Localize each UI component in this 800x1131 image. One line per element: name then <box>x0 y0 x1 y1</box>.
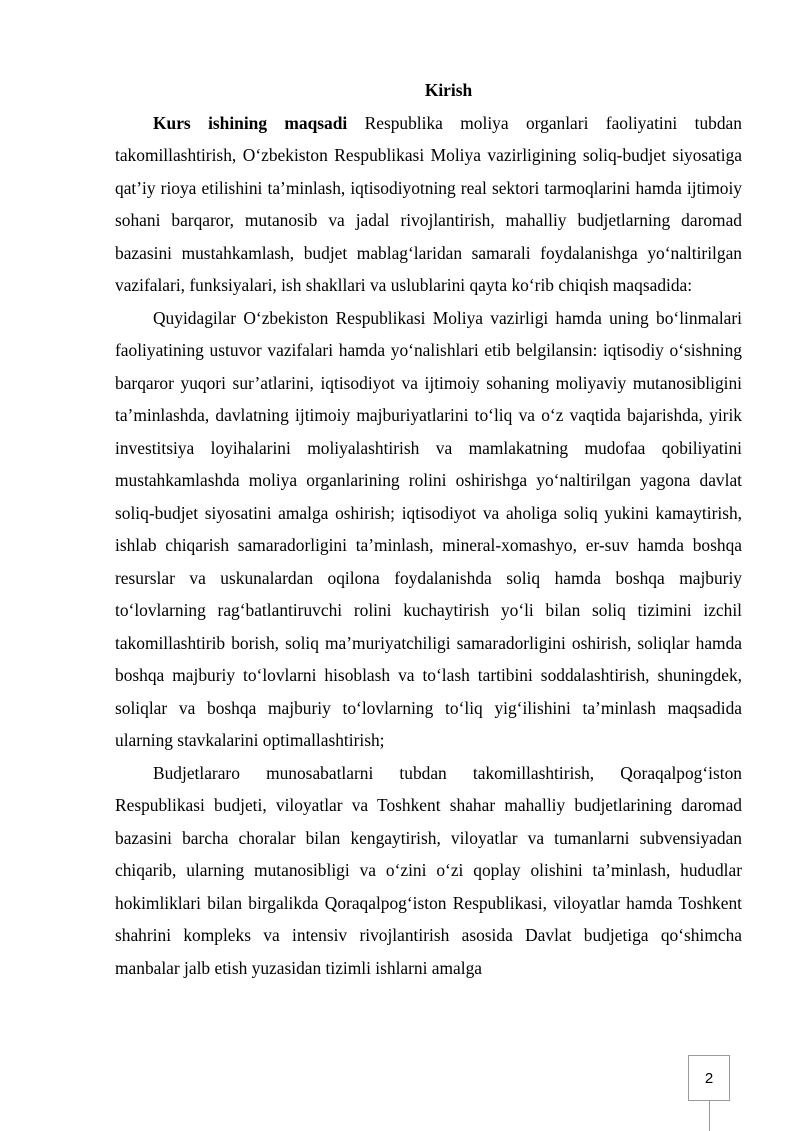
paragraph-interbudget: Budjetlararo munosabatlarni tubdan takomillashtirish, Qoraqalpog‘iston Respublikasi budjeti, viloyatlar va Toshkent shahar mahalliy budjetlarining daromad bazasini barcha choralar bilan kengaytirish, viloyatlar va tumanlarni subvensiyadan chiqarib, ularning mutanosibligi va o‘zini o‘zi qoplay olishini ta’minlash, hududlar hokimliklari bilan birgalikda Qoraqalpog‘iston Respublikasi, viloyatlar hamda Toshkent shahrini kompleks va intensiv rivojlantirish asosida Davlat budjetiga qo‘shimcha manbalar jalb etish yuzasidan tizimli ishlarni amalga <box>115 762 742 978</box>
page-number <box>688 1055 730 1101</box>
paragraph-priorities: Quyidagilar O‘zbekiston Respublikasi Moliya vazirligi hamda uning bo‘linmalari faoliyatining ustuvor vazifalari hamda yo‘nalishlari etib belgilansin: iqtisodiy o‘sishning barqaror yuqori sur’atlarini, iqtisodiyot va ijtimoiy sohaning moliyaviy mutanosibligini ta’minlashda, davlatning ijtimoiy majburiyatlarini to‘liq va o‘z vaqtida bajarishda, yirik investitsiya loyihalarini moliyalashtirish va mamlakatning mudofaa qobiliyatini mustahkamlashda moliya organlarining rolini oshirishga yo‘naltirilgan yagona davlat soliq-budjet siyosatini amalga oshirish; iqtisodiyot va aholiga soliq yukini kamaytirish, ishlab chiqarish samaradorligini ta’minlash, mineral-xomashyo, er-suv hamda boshqa resurslar va uskunalardan oqilona foydalanishda soliq hamda boshqa majburiy to‘lovlarning rag‘batlantiruvchi rolini kuchaytirish yo‘li bilan soliq tizimini izchil takomillashtirib borish, soliq ma’muriyatchiligi samaradorligini oshirish, soliqlar hamda boshqa majburiy to‘lovlarni hisoblash va to‘lash tartibini soddalashtirish, shuningdek, soliqlar va boshqa majburiy to‘lovlarning to‘liq yig‘ilishini ta’minlash maqsadida ularning stavkalarini optimallashtirish; <box>115 307 742 750</box>
paragraph-purpose-text: Respublika moliya organlari faoliyatini tubdan takomillashtirish, O‘zbekiston Respublikasi Moliya vazirligining soliq-budjet siyosatiga qat’iy rioya etilishini ta’minlash, iqtisodiyotning real sektori tarmoqlarini hamda ijtimoiy sohani barqaror, mutanosib va jadal rivojlantirish, mahalliy budjetlarning daromad bazasini mustahkamlash, budjet mablag‘laridan samarali foydalanishga yo‘naltirilgan vazifalari, funksiyalari, ish shakllari va uslublarini qayta ko‘rib chiqish maqsadida: <box>115 112 742 295</box>
section-heading: Kirish <box>424 80 473 100</box>
page-number-text: 2 <box>704 1069 714 1087</box>
paragraph-purpose <box>115 107 742 302</box>
paragraph-lead: Kurs ishining maqsadi <box>153 112 348 133</box>
page-body <box>115 74 742 984</box>
page-number-line <box>709 1101 710 1131</box>
